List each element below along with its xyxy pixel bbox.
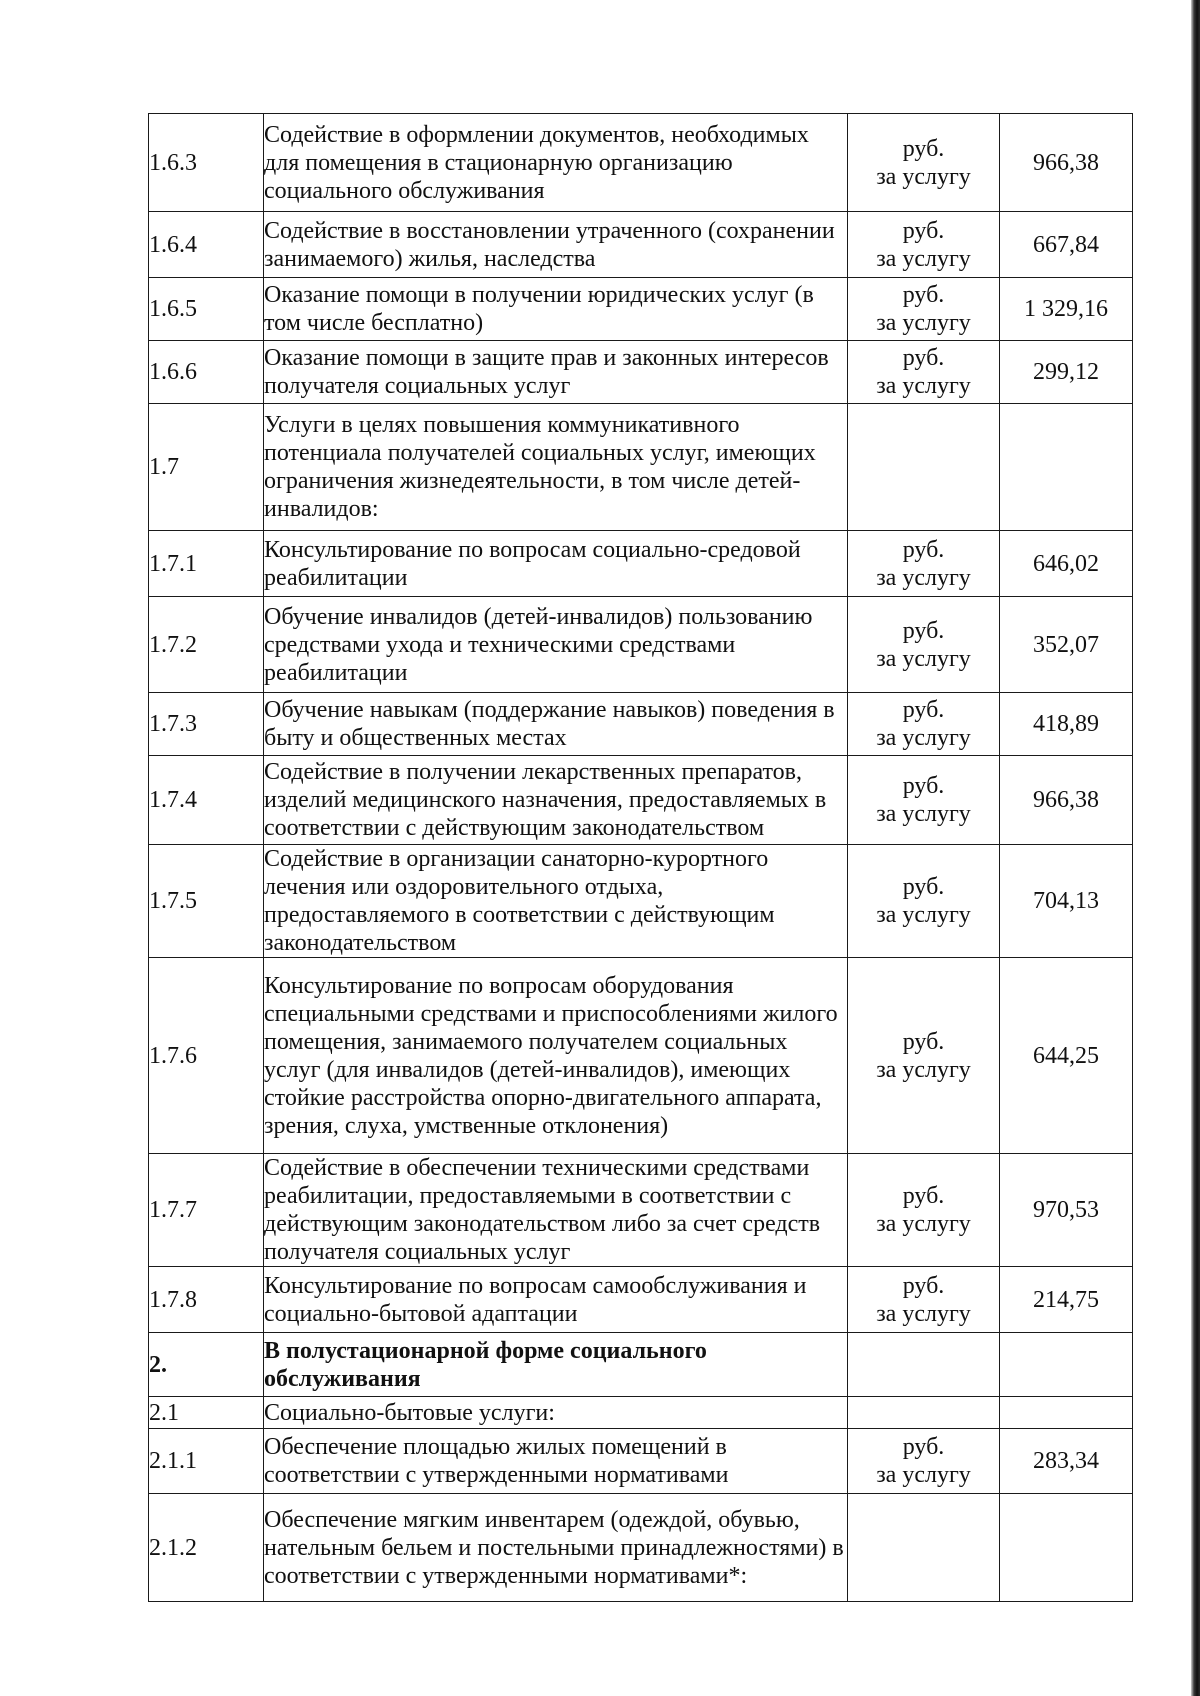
service-price [1000, 1333, 1133, 1397]
unit-currency: руб. [902, 1028, 945, 1055]
unit-basis: за услугу [876, 1462, 971, 1488]
service-unit [848, 958, 1000, 1154]
table-row [149, 1429, 1133, 1494]
service-name: Обеспечение мягким инвентарем (одеждой, обувью, нательным бельем и постельными принадлежностями) в соответствии с утвержденными нормативами*: [264, 1494, 848, 1602]
table-row [149, 404, 1133, 531]
tariff-table-body [149, 114, 1133, 1602]
unit-basis: за услугу [876, 801, 971, 827]
unit-currency: руб. [902, 874, 945, 900]
service-price [1000, 1494, 1133, 1602]
service-name: Содействие в организации санаторно-курортного лечения или оздоровительного отдыха, предоставляемого в соответствии с действующим законодательством [264, 845, 848, 958]
service-unit [848, 278, 1000, 341]
table-row [149, 114, 1133, 212]
table-row [149, 1397, 1133, 1429]
service-name: Обеспечение площадью жилых помещений в соответствии с утвержденными нормативами [264, 1429, 848, 1494]
service-name: Обучение навыкам (поддержание навыков) поведения в быту и общественных местах [264, 693, 848, 756]
service-unit [848, 212, 1000, 278]
service-code: 1.7.5 [149, 845, 264, 958]
service-unit [848, 756, 1000, 845]
service-code: 1.7 [149, 404, 264, 531]
service-name: Оказание помощи в получении юридических услуг (в том числе бесплатно) [264, 278, 848, 341]
service-price: 418,89 [1000, 693, 1133, 756]
service-code: 1.6.5 [149, 278, 264, 341]
table-row [149, 958, 1133, 1154]
unit-currency: руб. [902, 217, 945, 244]
service-code: 1.6.3 [149, 114, 264, 212]
service-unit [848, 845, 1000, 958]
table-row [149, 278, 1133, 341]
unit-basis: за услугу [876, 1300, 971, 1327]
service-price: 283,34 [1000, 1429, 1133, 1494]
service-code: 1.7.4 [149, 756, 264, 845]
unit-basis: за услугу [876, 373, 971, 399]
table-row [149, 341, 1133, 404]
service-name: Социально-бытовые услуги: [264, 1397, 848, 1429]
service-name: В полустационарной форме социального обслуживания [264, 1333, 848, 1397]
service-unit [848, 341, 1000, 404]
service-code: 1.6.4 [149, 212, 264, 278]
service-code: 1.7.3 [149, 693, 264, 756]
service-unit [848, 1429, 1000, 1494]
unit-currency: руб. [902, 773, 945, 799]
table-row [149, 1333, 1133, 1397]
service-unit [848, 693, 1000, 756]
tariff-table [148, 113, 1133, 1602]
service-code: 1.7.2 [149, 597, 264, 693]
service-code: 1.7.8 [149, 1267, 264, 1333]
unit-basis: за услугу [876, 645, 971, 672]
table-row [149, 693, 1133, 756]
unit-currency: руб. [902, 617, 945, 644]
service-name: Содействие в получении лекарственных препаратов, изделий медицинского назначения, предоставляемых в соответствии с действующим законодательством [264, 756, 848, 845]
service-unit [848, 1333, 1000, 1397]
service-price: 966,38 [1000, 114, 1133, 212]
service-price: 966,38 [1000, 756, 1133, 845]
service-unit [848, 1267, 1000, 1333]
service-price [1000, 1397, 1133, 1429]
service-unit [848, 404, 1000, 531]
service-price: 214,75 [1000, 1267, 1133, 1333]
service-price: 970,53 [1000, 1154, 1133, 1267]
service-name: Консультирование по вопросам самообслуживания и социально-бытовой адаптации [264, 1267, 848, 1333]
unit-currency: руб. [902, 282, 945, 308]
service-code: 1.7.7 [149, 1154, 264, 1267]
service-name: Содействие в восстановлении утраченного (сохранении занимаемого) жилья, наследства [264, 212, 848, 278]
service-code: 2.1.1 [149, 1429, 264, 1494]
unit-basis: за услугу [876, 902, 971, 928]
service-unit [848, 531, 1000, 597]
table-row [149, 1494, 1133, 1602]
service-unit [848, 597, 1000, 693]
service-price: 644,25 [1000, 958, 1133, 1154]
service-price: 299,12 [1000, 341, 1133, 404]
unit-currency: руб. [902, 345, 945, 371]
service-name: Услуги в целях повышения коммуникативного потенциала получателей социальных услуг, имеющих ограничения жизнедеятельности, в том числе детей-инвалидов: [264, 404, 848, 531]
table-row [149, 1267, 1133, 1333]
service-price: 667,84 [1000, 212, 1133, 278]
unit-currency: руб. [902, 1183, 945, 1209]
service-name: Содействие в обеспечении техническими средствами реабилитации, предоставляемыми в соответствии с действующим законодательством либо за счет средств получателя социальных услуг [264, 1154, 848, 1267]
unit-currency: руб. [902, 536, 945, 563]
unit-currency: руб. [902, 697, 945, 723]
service-code: 1.7.1 [149, 531, 264, 597]
service-name: Содействие в оформлении документов, необходимых для помещения в стационарную организацию социального обслуживания [264, 114, 848, 212]
service-code: 1.7.6 [149, 958, 264, 1154]
unit-basis: за услугу [876, 245, 971, 272]
scan-edge [1191, 0, 1200, 1696]
unit-currency: руб. [902, 1272, 945, 1299]
service-code: 2.1 [149, 1397, 264, 1429]
service-name: Оказание помощи в защите прав и законных интересов получателя социальных услуг [264, 341, 848, 404]
service-name: Консультирование по вопросам социально-средовой реабилитации [264, 531, 848, 597]
service-code: 2.1.2 [149, 1494, 264, 1602]
unit-basis: за услугу [876, 564, 971, 591]
unit-basis: за услугу [876, 310, 971, 336]
service-code: 1.6.6 [149, 341, 264, 404]
service-name: Обучение инвалидов (детей-инвалидов) пользованию средствами ухода и техническими средствами реабилитации [264, 597, 848, 693]
unit-basis: за услугу [876, 1211, 971, 1237]
service-name: Консультирование по вопросам оборудования специальными средствами и приспособлениями жилого помещения, занимаемого получателем социальных услуг (для инвалидов (детей-инвалидов), имеющих стойкие расстройства опорно-двигательного аппарата, зрения, слуха, умственные отклонения) [264, 958, 848, 1154]
table-row [149, 1154, 1133, 1267]
unit-basis: за услугу [876, 163, 971, 190]
table-row [149, 531, 1133, 597]
unit-basis: за услугу [876, 725, 971, 751]
service-price [1000, 404, 1133, 531]
unit-basis: за услугу [876, 1056, 971, 1083]
service-price: 352,07 [1000, 597, 1133, 693]
service-unit [848, 1494, 1000, 1602]
service-unit [848, 114, 1000, 212]
unit-currency: руб. [902, 135, 945, 162]
table-row [149, 756, 1133, 845]
service-price: 1 329,16 [1000, 278, 1133, 341]
table-row [149, 845, 1133, 958]
service-unit [848, 1397, 1000, 1429]
service-price: 704,13 [1000, 845, 1133, 958]
unit-currency: руб. [902, 1434, 945, 1460]
service-code: 2. [149, 1333, 264, 1397]
service-unit [848, 1154, 1000, 1267]
service-price: 646,02 [1000, 531, 1133, 597]
table-row [149, 212, 1133, 278]
table-row [149, 597, 1133, 693]
